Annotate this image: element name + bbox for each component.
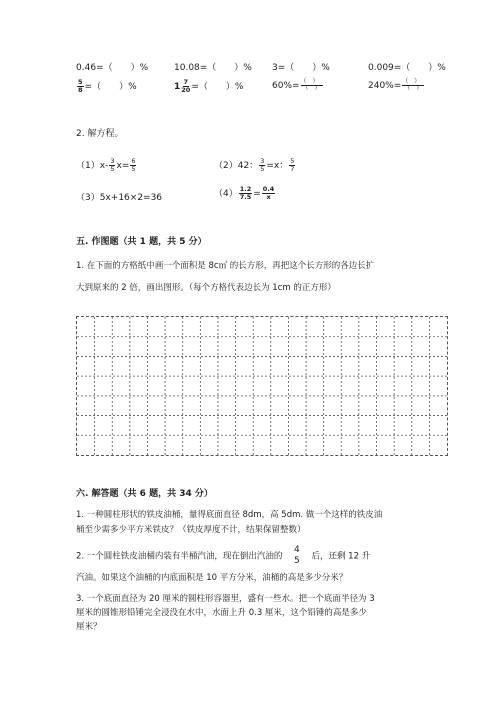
drawing-question-line-2: 大到原来的 2 倍，画出图形。（每个方格代表边长为 1cm 的正方形） [76,283,336,293]
conversion-3: 3=（ ）% [272,63,330,73]
drawing-question-line-1: 1. 在下面的方格纸中画一个面积是 8c㎡ 的长方形，再把这个长方形的各边长扩 [76,261,375,271]
problem-2-line-1: 2. 一个圆柱铁皮油桶内装有半桶汽油，现在倒出汽油的 4 5 后，还剩 12 升 [76,545,371,566]
problem-2-line-2: 汽油。如果这个油桶的内底面积是 10 平方分米，油桶的高是多少分米？ [76,573,348,583]
section-title: 五. 作图题（共 1 题，共 5 分） [76,237,207,247]
fraction: $\frac{5}{8}$ [78,78,83,94]
conversion-5: $\frac{5}{8}$ =（ ）% [78,78,137,94]
equation-4: （4） $\frac{1.2}{7.5}$ = $\frac{0.4}{x}$ [214,185,275,201]
problem-3-line-2: 厘米的圆锥形铅锤完全浸没在水中，水面上升 0.3 厘米，这个铅锤的高是多少 [76,608,367,618]
conversion-1: 0.46=（ ）% [76,63,149,73]
conversion-6: 1 $\frac{7}{20}$ =（ ）% [174,78,244,94]
question-title: 2. 解方程。 [76,129,124,139]
section-title: 六. 解答题（共 6 题，共 34 分） [76,489,213,499]
equation-3: （3）5x+16×2=36 [76,193,163,203]
grid-paper[interactable] [76,316,448,456]
conversion-8: 240%= （ ） （ ） [368,78,423,92]
problem-3-line-3: 厘米？ [76,622,102,632]
conversion-4: 0.009=（ ）% [368,63,446,73]
problem-1-line-1: 1. 一种圆柱形状的铁皮油桶，量得底面直径 8dm，高 5dm. 做一个这样的铁皮油 [76,510,383,520]
problem-1-line-2: 桶至少需多少平方米铁皮？（铁皮厚度不计，结果保留整数） [76,525,306,535]
conversion-7: 60%= （ ） （ ） [272,78,321,92]
equation-1: （1）x- $\frac{3}{5}$ x= $\frac{6}{5}$ [76,157,136,173]
equation-2: （2）42： $\frac{3}{5}$ =x： $\frac{5}{7}$ [214,157,295,173]
problem-3-line-1: 3. 一个底面直径为 20 厘米的圆柱形容器里，盛有一些水。把一个底面半径为 3 [76,594,375,604]
conversion-2: 10.08=（ ）% [174,63,252,73]
grid-lines [77,317,449,457]
